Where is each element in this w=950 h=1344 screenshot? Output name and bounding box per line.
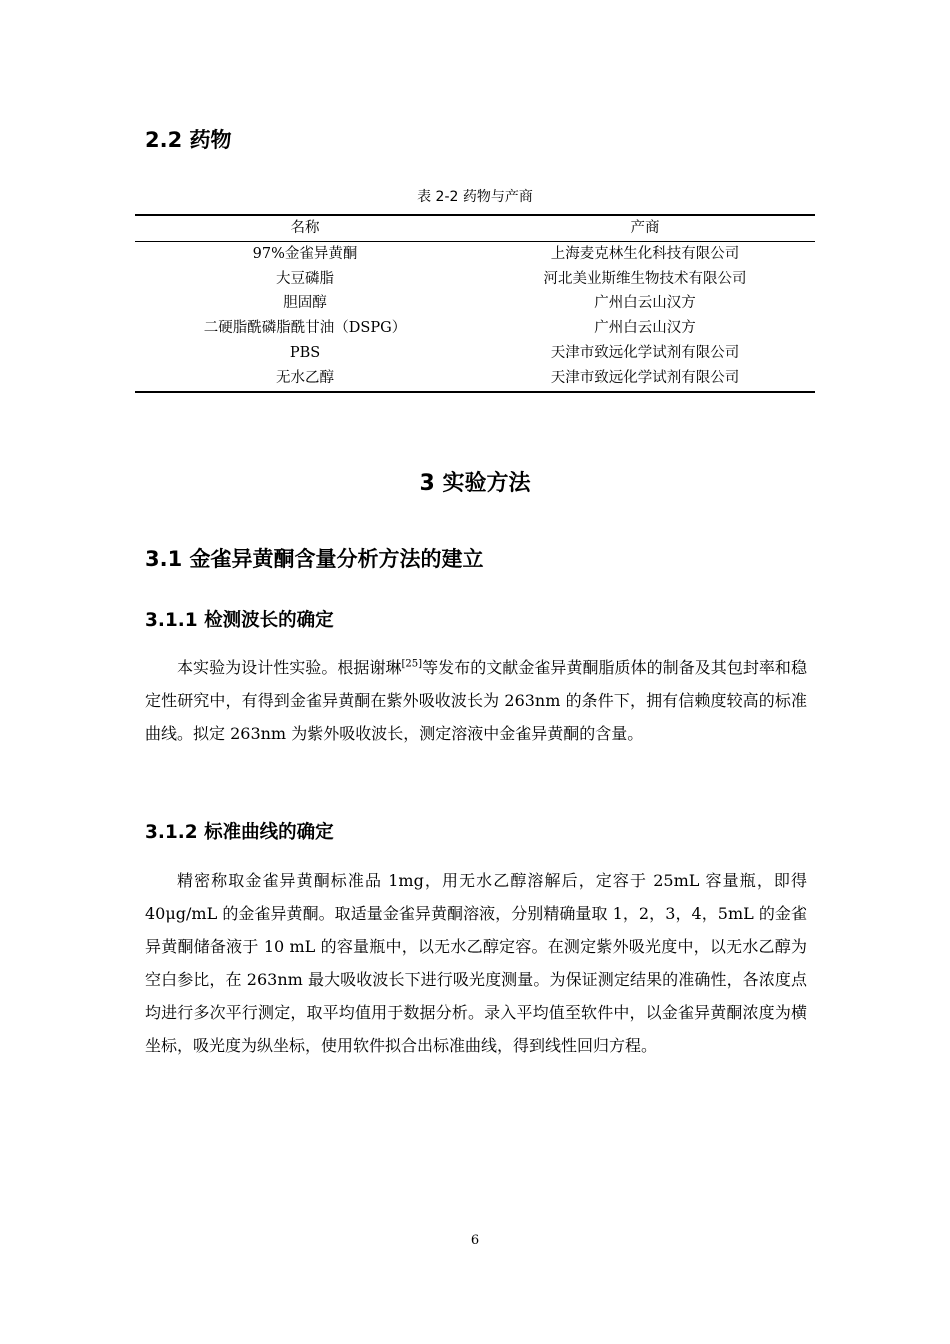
supplier-cell: 天津市致远化学试剂有限公司 — [550, 369, 740, 386]
column-header-supplier: 产商 — [630, 220, 660, 236]
supplier-cell: 河北美业斯维生物技术有限公司 — [543, 270, 747, 287]
table-row — [135, 366, 815, 392]
supplier-cell: 广州白云山汉方 — [594, 320, 696, 337]
supplier-cell: 上海麦克林生化科技有限公司 — [550, 245, 740, 262]
section-heading-2-2: 2.2 药物 — [145, 128, 232, 152]
table-row — [135, 341, 815, 366]
drug-name-cell: 胆固醇 — [283, 295, 327, 312]
drug-supplier-table — [135, 214, 815, 393]
drug-name-cell: 无水乙醇 — [276, 369, 334, 386]
drug-name-cell: 二硬脂酰磷脂酰甘油（DSPG） — [203, 320, 407, 337]
paragraph-text: 本实验为设计性实验。根据谢琳 — [177, 658, 402, 677]
table-caption: 表 2-2 药物与产商 — [417, 189, 533, 205]
supplier-cell: 广州白云山汉方 — [594, 295, 696, 312]
paragraph-standard-curve: 精密称取金雀异黄酮标准品 1mg，用无水乙醇溶解后，定容于 25mL 容量瓶，即得 40μg/mL 的金雀异黄酮。取适量金雀异黄酮溶液，分别精确量取 1，2，3，4，5mL 的金雀异黄酮储备液于 10 mL 的容量瓶中，以无水乙醇定容。在测定紫外吸光度中，以无水乙醇为空白参比，在 263nm 最大吸收波长下进行吸光度测量。为保证测定结果的准确性，各浓度点均进行多次平行测定，取平均值用于数据分析。录入平均值至软件中，以金雀异黄酮浓度为横坐标，吸光度为纵坐标，使用软件拟合出标准曲线，得到线性回归方程。 — [145, 871, 807, 1055]
drug-name-cell: 大豆磷脂 — [276, 270, 334, 287]
citation-reference: [25] — [401, 658, 423, 670]
paragraph-detection-wavelength — [145, 651, 807, 750]
table-row — [135, 241, 815, 266]
chapter-heading-3: 3 实验方法 — [419, 471, 531, 496]
drug-name-cell: PBS — [289, 344, 321, 361]
table-row — [135, 267, 815, 292]
paragraph-text: 等发布的文献金雀异黄酮脂质体的制备及其包封率和稳定性研究中，有得到金雀异黄酮在紫外吸收波长为 263nm 的条件下，拥有信赖度较高的标准曲线。拟定 263nm 为紫外吸收波长，测定溶液中金雀异黄酮的含量。 — [145, 658, 807, 743]
table-row — [135, 291, 815, 316]
table-header-row — [135, 215, 815, 241]
drug-name-cell: 97%金雀异黄酮 — [252, 245, 358, 262]
supplier-cell: 天津市致远化学试剂有限公司 — [550, 344, 740, 361]
table-row — [135, 316, 815, 341]
section-heading-3-1: 3.1 金雀异黄酮含量分析方法的建立 — [145, 547, 484, 571]
subsection-heading-3-1-1: 3.1.1 检测波长的确定 — [145, 610, 334, 631]
column-header-name: 名称 — [290, 220, 320, 236]
page-number: 6 — [470, 1233, 480, 1248]
subsection-heading-3-1-2: 3.1.2 标准曲线的确定 — [145, 822, 334, 843]
